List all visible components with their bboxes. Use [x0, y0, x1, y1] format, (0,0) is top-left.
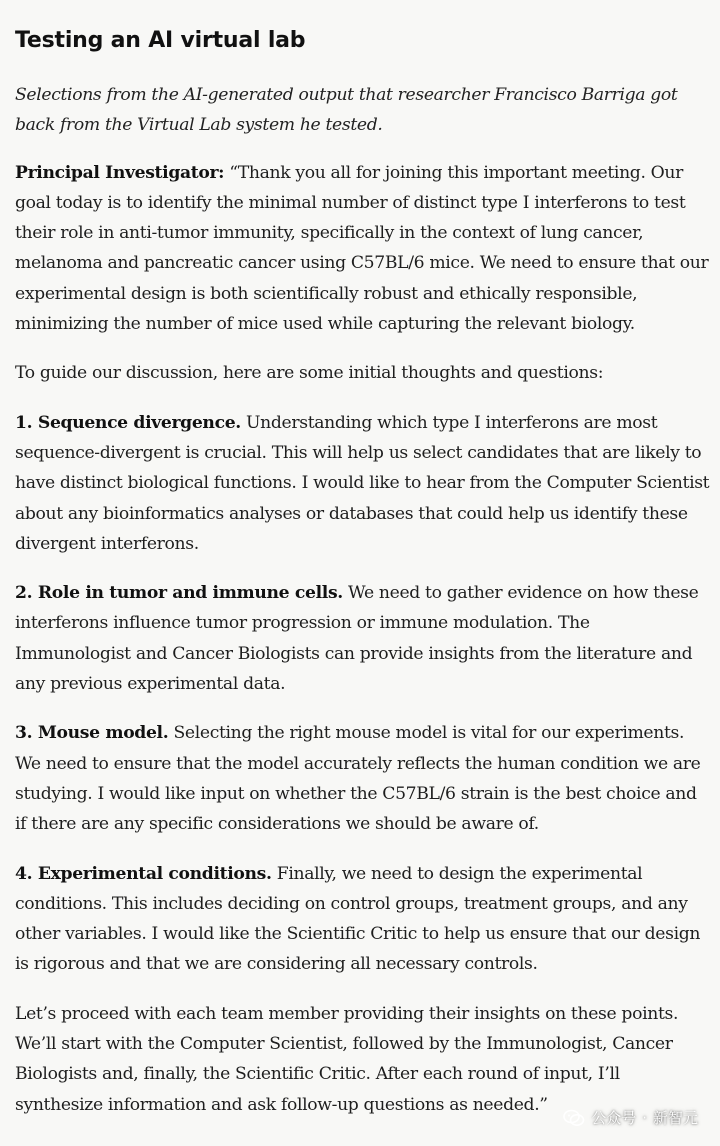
article-title: Testing an AI virtual lab — [15, 28, 306, 53]
wechat-icon — [563, 1109, 585, 1127]
point-text: Understanding which type I interferons are most sequence-divergent is crucial. This will help us select candidates that are likely to have distinct biological functions. I would like to hear from the Computer Scientist about any bioinformatics analyses or databases that could help us identify these divergent interferons. — [15, 412, 710, 554]
point-role-in-tumor — [15, 578, 710, 699]
article-subtitle: Selections from the AI-generated output that researcher Francisco Barriga got back from the Virtual Lab system he tested. — [15, 85, 678, 136]
point-text: We need to gather evidence on how these interferons influence tumor progression or immune modulation. The Immunologist and Cancer Biologists can provide insights from the literature and any previous experimental data. — [15, 583, 699, 695]
watermark-label: 公众号 — [591, 1109, 637, 1127]
point-heading: 4. Experimental conditions. — [15, 863, 272, 884]
speaker-label: Principal Investigator: — [15, 162, 225, 183]
guide-paragraph: To guide our discussion, here are some initial thoughts and questions: — [15, 363, 604, 384]
point-heading: 1. Sequence divergence. — [15, 412, 241, 433]
intro-paragraph — [15, 158, 710, 340]
point-mouse-model — [15, 718, 710, 839]
point-text: Finally, we need to design the experimental conditions. This includes deciding on control groups, treatment groups, and any other variables. I would like the Scientific Critic to help us ensure that our design is rigorous and that we are considering all necessary controls. — [15, 863, 701, 975]
point-heading: 2. Role in tumor and immune cells. — [15, 583, 343, 604]
watermark-separator: · — [642, 1108, 647, 1127]
point-heading: 3. Mouse model. — [15, 723, 169, 744]
point-experimental-conditions — [15, 859, 710, 980]
intro-text: “Thank you all for joining this important meeting. Our goal today is to identify the minimal number of distinct type I interferons to test their role in anti-tumor immunity, specifically in the context of lung cancer, melanoma and pancreatic cancer using C57BL/6 mice. We need to ensure that our experimental design is both scientifically robust and ethically responsible, minimizing the number of mice used while capturing the relevant biology. — [15, 162, 709, 335]
watermark-account: 新智元 — [652, 1109, 698, 1127]
watermark — [563, 1107, 698, 1128]
point-text: Selecting the right mouse model is vital for our experiments. We need to ensure that the model accurately reflects the human condition we are studying. I would like input on whether the C57BL/6 strain is the best choice and if there are any specific considerations we should be aware of. — [15, 723, 701, 835]
closing-paragraph: Let’s proceed with each team member providing their insights on these points. We’ll start with the Computer Scientist, followed by the Immunologist, Cancer Biologists and, finally, the Scientific Critic. After each round of input, I’ll synthesize information and ask follow-up questions as needed.” — [15, 1003, 679, 1115]
point-sequence-divergence — [15, 408, 710, 559]
